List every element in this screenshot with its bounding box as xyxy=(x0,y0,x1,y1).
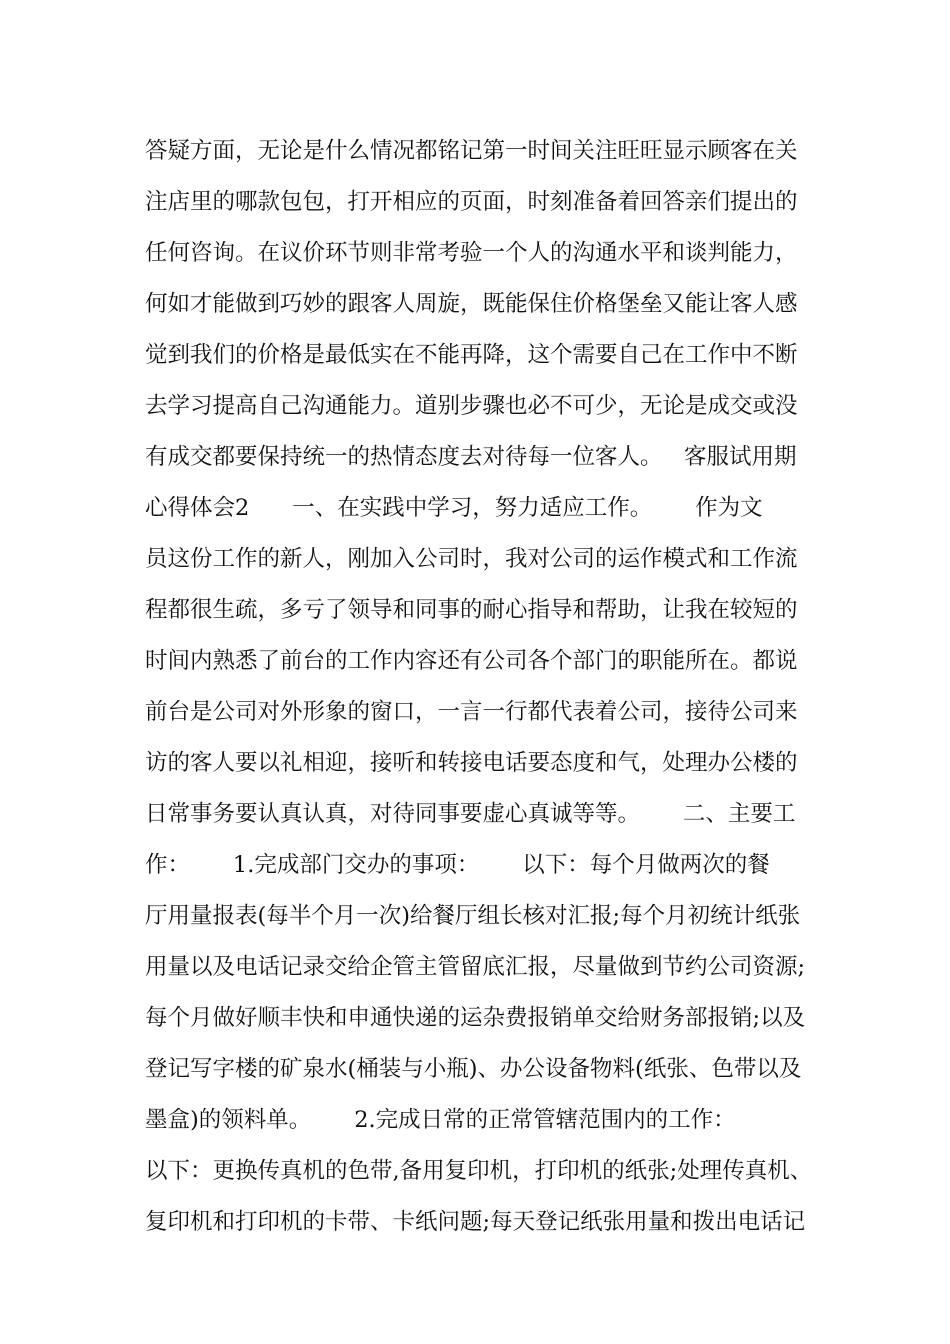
text-line: 程都很生疏，多亏了领导和同事的耐心指导和帮助，让我在较短的 xyxy=(145,597,798,623)
text-line: 作： 1.完成部门交办的事项： 以下：每个月做两次的餐 xyxy=(145,852,770,878)
text-line: 有成交都要保持统一的热情态度去对待每一位客人。 客服试用期 xyxy=(145,444,797,470)
text-line: 访的客人要以礼相迎，接听和转接电话要态度和气，处理办公楼的 xyxy=(145,750,798,776)
text-line: 觉到我们的价格是最低实在不能再降，这个需要自己在工作中不断 xyxy=(145,342,798,368)
text-line: 前台是公司对外形象的窗口，一言一行都代表着公司，接待公司来 xyxy=(145,699,798,725)
body-text xyxy=(145,126,825,1248)
text-line: 日常事务要认真认真，对待同事要虚心真诚等等。 二、主要工 xyxy=(145,801,796,827)
text-line: 时间内熟悉了前台的工作内容还有公司各个部门的职能所在。都说 xyxy=(145,648,798,674)
text-line: 任何咨询。在议价环节则非常考验一个人的沟通水平和谈判能力， xyxy=(145,240,798,266)
text-line: 何如才能做到巧妙的跟客人周旋，既能保住价格堡垒又能让客人感 xyxy=(145,291,798,317)
text-line: 用量以及电话记录交给企管主管留底汇报，尽量做到节约公司资源; xyxy=(145,954,806,980)
text-line: 心得体会2 一、在实践中学习，努力适应工作。 作为文 xyxy=(145,495,763,521)
text-line: 厅用量报表(每半个月一次)给餐厅组长核对汇报;每个月初统计纸张 xyxy=(145,903,801,929)
text-line: 去学习提高自己沟通能力。道别步骤也必不可少，无论是成交或没 xyxy=(145,393,798,419)
text-line: 墨盒)的领料单。 2.完成日常的正常管辖范围内的工作： xyxy=(145,1107,736,1133)
text-line: 答疑方面，无论是什么情况都铭记第一时间关注旺旺显示顾客在关 xyxy=(145,138,798,164)
text-line: 登记写字楼的矿泉水(桶装与小瓶)、办公设备物料(纸张、色带以及 xyxy=(145,1056,802,1082)
text-line: 每个月做好顺丰快和申通快递的运杂费报销单交给财务部报销;以及 xyxy=(145,1005,806,1031)
text-line: 复印机和打印机的卡带、卡纸问题;每天登记纸张用量和拨出电话记 xyxy=(145,1209,806,1235)
text-line: 以下：更换传真机的色带,备用复印机，打印机的纸张;处理传真机、 xyxy=(145,1158,813,1184)
text-line: 注店里的哪款包包，打开相应的页面，时刻准备着回答亲们提出的 xyxy=(145,189,798,215)
text-line: 员这份工作的新人，刚加入公司时，我对公司的运作模式和工作流 xyxy=(145,546,798,572)
